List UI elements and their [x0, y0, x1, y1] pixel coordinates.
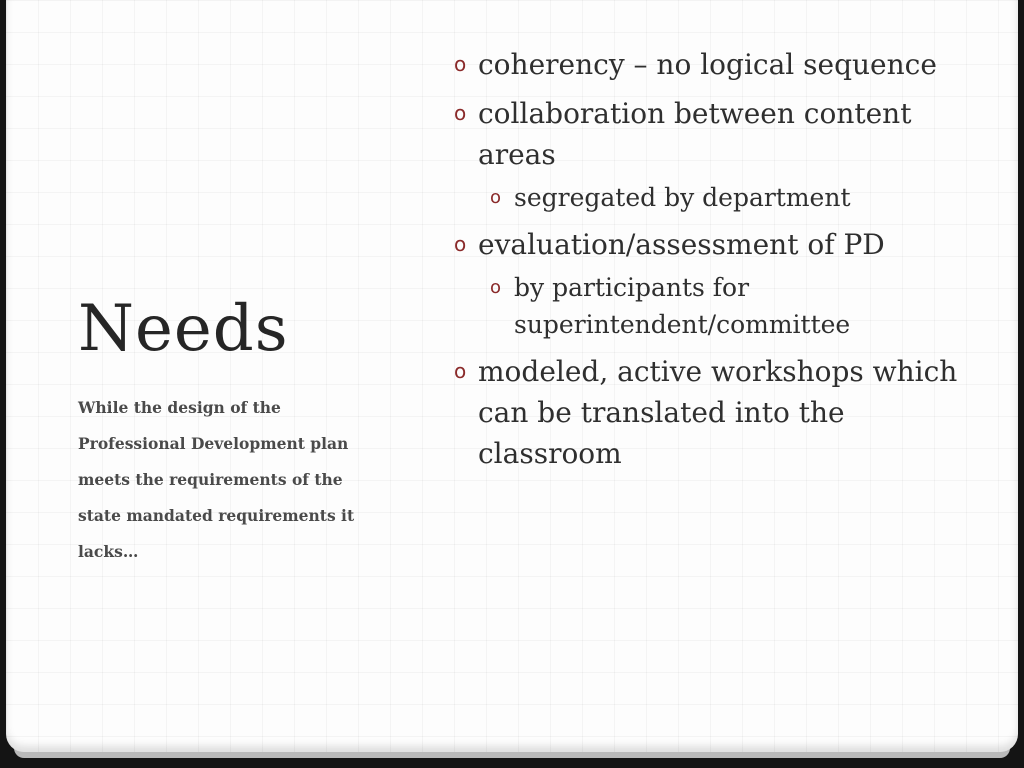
sub-bullet-text: by participants for superintendent/committee	[514, 273, 851, 339]
sub-bullet-text: segregated by department	[514, 183, 851, 212]
bullet-marker-icon: o	[454, 359, 467, 383]
bullet-item	[454, 93, 974, 175]
sub-bullet-item	[490, 269, 974, 343]
slide-subtitle: While the design of the Professional Development plan meets the requirements of the state mandated requirements it lacks…	[78, 398, 355, 561]
bullet-marker-icon: o	[454, 232, 467, 256]
bullet-item	[454, 224, 974, 265]
bullet-text: coherency – no logical sequence	[478, 48, 937, 81]
bullet-marker-icon: o	[454, 101, 467, 125]
bullet-text: evaluation/assessment of PD	[478, 228, 885, 261]
bullet-marker-icon: o	[490, 277, 502, 298]
slide-title: Needs	[78, 292, 289, 366]
bullet-marker-icon: o	[490, 187, 502, 208]
bullet-text: modeled, active workshops which can be translated into the classroom	[478, 355, 958, 470]
slide	[6, 0, 1018, 752]
bullet-marker-icon: o	[454, 52, 467, 76]
bullet-text: collaboration between content areas	[478, 97, 912, 171]
bullet-item	[454, 351, 974, 474]
bullet-item	[454, 44, 974, 85]
sub-bullet-item	[490, 179, 974, 216]
bullet-list	[454, 44, 974, 482]
